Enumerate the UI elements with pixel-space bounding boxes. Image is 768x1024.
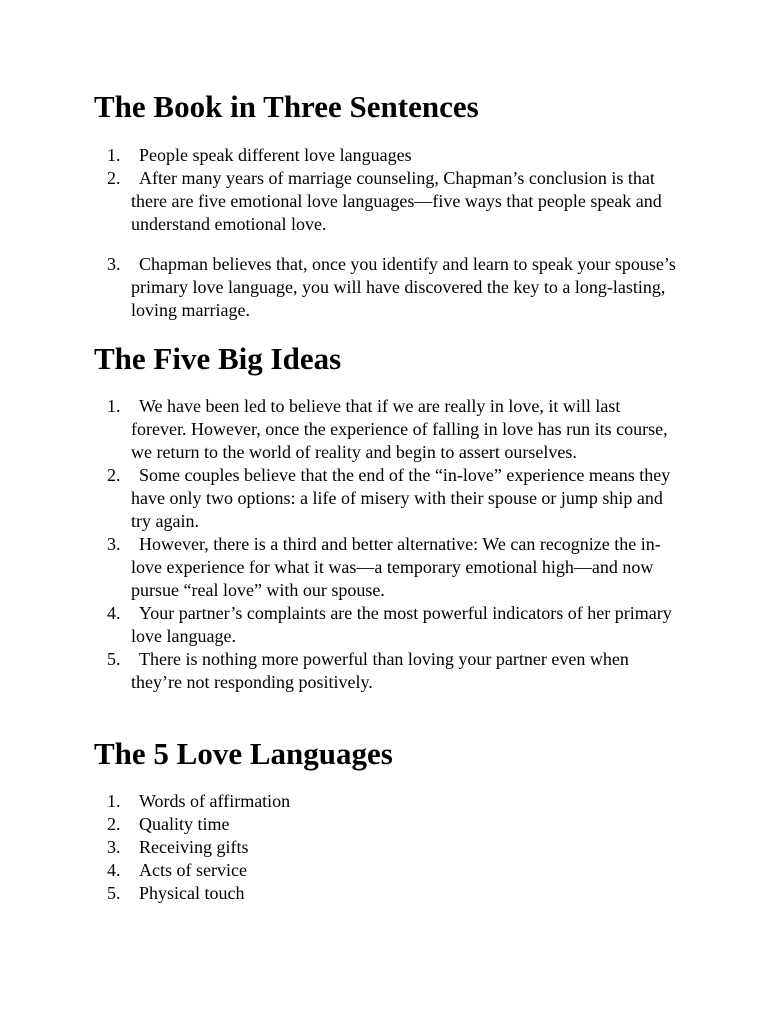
list-item-number: 4.	[107, 860, 121, 880]
list-item	[0, 395, 768, 464]
list-item	[0, 167, 768, 236]
love-languages-list	[0, 790, 768, 905]
list-item	[0, 602, 768, 648]
list-item-number: 2.	[107, 814, 121, 834]
list-item-number: 5.	[107, 649, 121, 669]
list-item-text: People speak different love languages	[139, 145, 412, 165]
list-item-number: 1.	[107, 145, 121, 165]
section-heading-five-love-languages: The 5 Love Languages	[94, 736, 393, 771]
list-item-text: Quality time	[139, 814, 230, 834]
list-item	[0, 648, 768, 694]
section-heading-book-in-three-sentences: The Book in Three Sentences	[94, 89, 479, 124]
list-item-number: 3.	[107, 254, 121, 274]
five-big-ideas-list	[0, 395, 768, 694]
three-sentences-list	[0, 144, 768, 322]
list-item-number: 3.	[107, 837, 121, 857]
list-item-number: 2.	[107, 465, 121, 485]
list-item-text: Physical touch	[139, 883, 245, 903]
list-item-text: However, there is a third and better alternative: We can recognize the in-love experience for what it was—a temporary emotional high—and now pursue “real love” with our spouse.	[131, 534, 661, 600]
list-item	[0, 790, 768, 813]
section-heading-five-big-ideas: The Five Big Ideas	[94, 341, 342, 376]
list-item-number: 1.	[107, 791, 121, 811]
list-item	[0, 859, 768, 882]
list-item-text: After many years of marriage counseling, Chapman’s conclusion is that there are five emotional love languages—five ways that people speak and understand emotional love.	[131, 168, 662, 234]
list-item-number: 1.	[107, 396, 121, 416]
list-item	[0, 253, 768, 322]
list-item-text: Receiving gifts	[139, 837, 249, 857]
list-item-number: 4.	[107, 603, 121, 623]
list-item-text: Chapman believes that, once you identify and learn to speak your spouse’s primary love language, you will have discovered the key to a long-lasting, loving marriage.	[131, 254, 676, 320]
list-item-text: Words of affirmation	[139, 791, 291, 811]
list-item	[0, 836, 768, 859]
list-item	[0, 533, 768, 602]
list-item-text: Your partner’s complaints are the most powerful indicators of her primary love language.	[131, 603, 672, 646]
list-item	[0, 813, 768, 836]
list-item-number: 3.	[107, 534, 121, 554]
list-item	[0, 882, 768, 905]
list-item-text: We have been led to believe that if we are really in love, it will last forever. However, once the experience of falling in love has run its course, we return to the world of reality and begin to assert ourselves.	[131, 396, 668, 462]
list-item-text: There is nothing more powerful than loving your partner even when they’re not responding positively.	[131, 649, 629, 692]
list-item-number: 5.	[107, 883, 121, 903]
list-item	[0, 144, 768, 167]
list-item-text: Some couples believe that the end of the “in-love” experience means they have only two options: a life of misery with their spouse or jump ship and try again.	[131, 465, 671, 531]
list-item-text: Acts of service	[139, 860, 247, 880]
list-item	[0, 464, 768, 533]
list-item-number: 2.	[107, 168, 121, 188]
